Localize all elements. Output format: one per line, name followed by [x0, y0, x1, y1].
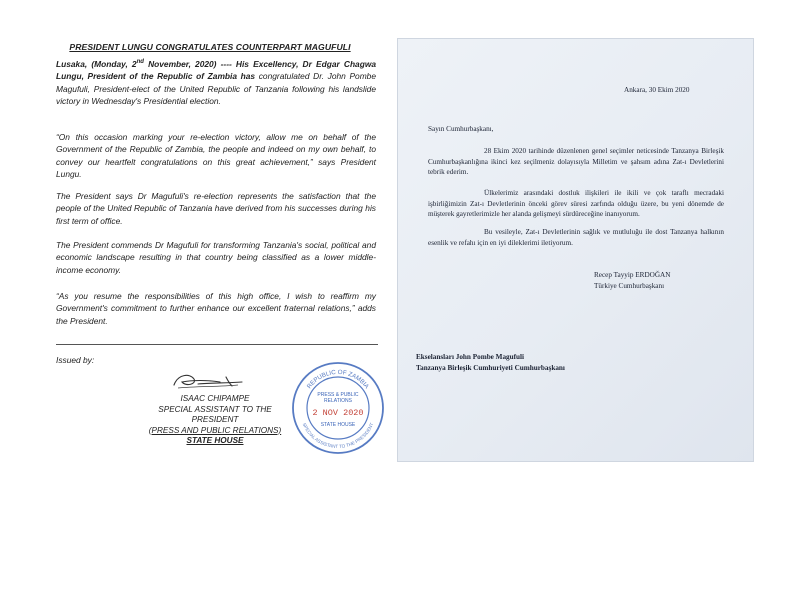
signatory-name: ISAAC CHIPAMPE	[180, 394, 250, 403]
letter-signer-name: Recep Tayyip ERDOĞAN	[594, 271, 671, 279]
paragraph-1-body: congratulated Dr. John Pombe Magufuli, President-elect of the United Republic of Tanzania following his landslide victory in Wednesday's Presidential election.	[56, 71, 376, 107]
svg-text:SPECIAL ASSISTANT TO THE PRESI: SPECIAL ASSISTANT TO THE PRESIDENT	[301, 422, 375, 450]
svg-text:PRESS & PUBLIC: PRESS & PUBLIC	[317, 392, 359, 398]
letter-date: Ankara, 30 Ekim 2020	[624, 86, 690, 94]
press-release-paragraph-1	[56, 58, 376, 108]
turkish-letter	[397, 38, 754, 462]
dateline-part-b: November, 2020) ---- His Excellency, Dr Edgar Chagwa Lungu, President of the Republic of Zambia has	[56, 59, 377, 82]
signatory-block	[135, 394, 295, 447]
zambia-press-release	[40, 38, 380, 458]
press-release-title: PRESIDENT LUNGU CONGRATULATES COUNTERPART MAGUFULI	[69, 42, 351, 52]
letter-salutation: Sayın Cumhurbaşkanı,	[428, 125, 494, 133]
handwritten-signature	[168, 370, 248, 392]
state-house-stamp	[290, 360, 386, 456]
press-release-paragraph-3: The President says Dr Magufuli's re-election represents the satisfaction that the people of the United Republic of Tanzania have derived from his successes during his first term of office.	[56, 191, 376, 226]
press-release-paragraph-4: The President commends Dr Magufuli for transforming Tanzania's social, political and economic landscape resulting in that country being classified as a lower middle-income economy.	[56, 240, 376, 275]
svg-text:REPUBLIC OF ZAMBIA: REPUBLIC OF ZAMBIA	[305, 368, 371, 391]
dateline-superscript: nd	[136, 59, 144, 66]
letter-addressee-title: Tanzanya Birleşik Cumhuriyeti Cumhurbaşkanı	[416, 364, 565, 372]
letter-paragraph-2: Ülkelerimiz arasındaki dostluk ilişkileri ile ikili ve çok taraflı mecradaki işbirliğimizin Zat-ı Devletlerinin önceki görev süresi zarfında olduğu üzere, bu yeni dönemde de müşterek gayretlerimizle her alanda gelişmeyi sürdüreceğine inanıyorum.	[428, 189, 724, 219]
signatory-office: (PRESS AND PUBLIC RELATIONS)	[148, 425, 282, 435]
svg-text:2 NOV 2020: 2 NOV 2020	[312, 408, 364, 418]
signatory-title: SPECIAL ASSISTANT TO THE PRESIDENT	[158, 404, 272, 424]
letter-addressee-name: Ekselansları John Pombe Magufuli	[416, 353, 525, 361]
press-release-paragraph-2: “On this occasion marking your re-election victory, allow me on behalf of the Government of the Republic of Zambia, the people and indeed on my own behalf, to convey our heartfelt congratulations on this great achievement,” says President Lungu.	[56, 132, 376, 180]
press-release-paragraph-5: “As you resume the responsibilities of this high office, I wish to reaffirm my Government's commitment to further enhance our excellent fraternal relations,” adds the President.	[56, 291, 376, 326]
divider-line	[56, 344, 378, 345]
svg-text:RELATIONS: RELATIONS	[324, 398, 352, 404]
dateline-part-a: Lusaka, (Monday, 2	[56, 59, 137, 69]
issued-by-label: Issued by:	[56, 355, 95, 365]
letter-signer-title: Türkiye Cumhurbaşkanı	[594, 282, 665, 290]
svg-text:STATE HOUSE: STATE HOUSE	[320, 422, 356, 428]
signatory-place: STATE HOUSE	[186, 436, 244, 445]
letter-paragraph-3: Bu vesileyle, Zat-ı Devletlerinin sağlık ve mutluluğu ile dost Tanzanya halkının esenlik ve refahı için en iyi dileklerimi iletiyorum.	[428, 228, 724, 247]
letter-paragraph-1: 28 Ekim 2020 tarihinde düzenlenen genel seçimler neticesinde Tanzanya Birleşik Cumhurbaşkanlığına ikinci kez seçilmeniz dolayısıyla Milletim ve şahsım adına Zat-ı Devletlerini tebrik ederim.	[428, 147, 724, 177]
